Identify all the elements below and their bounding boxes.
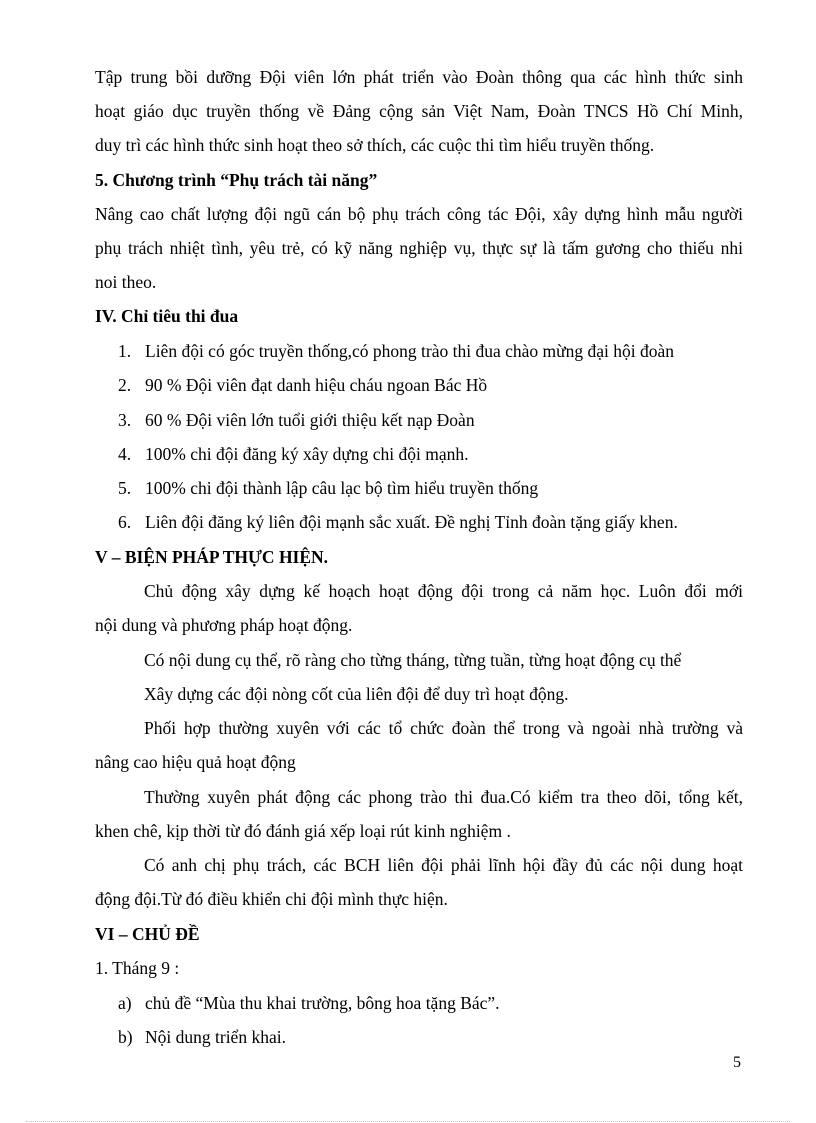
paragraph-line: nội dung và phương pháp hoạt động.	[95, 615, 353, 635]
paragraph-line: khen chê, kịp thời từ đó đánh giá xếp loại rút kinh nghiệm .	[95, 821, 511, 841]
paragraph-line: hoạt giáo dục truyền thống về Đảng cộng sản Việt Nam, Đoàn TNCS Hồ Chí Minh,	[95, 101, 743, 121]
paragraph-line: Xây dựng các đội nòng cốt của liên đội để duy trì hoạt động.	[144, 684, 569, 704]
list-text: 60 % Đội viên lớn tuổi giới thiệu kết nạp Đoàn	[145, 410, 475, 430]
list-text: Liên đội có góc truyền thống,có phong trào thi đua chào mừng đại hội đoàn	[145, 341, 675, 361]
paragraph-line: duy trì các hình thức sinh hoạt theo sở thích, các cuộc thi tìm hiểu truyền thống.	[95, 135, 655, 155]
paragraph-line: nâng cao hiệu quả hoạt động	[95, 752, 296, 772]
section-heading: VI – CHỦ ĐỀ	[95, 924, 200, 944]
list-number: 6.	[118, 512, 132, 532]
section-heading: 5. Chương trình “Phụ trách tài năng”	[95, 170, 378, 190]
list-number: 1.	[118, 341, 132, 361]
paragraph-line: Nâng cao chất lượng đội ngũ cán bộ phụ trách công tác Đội, xây dựng hình mẫu người	[95, 204, 743, 224]
paragraph-line: noi theo.	[95, 272, 157, 292]
month-heading: 1. Tháng 9 :	[95, 958, 180, 978]
list-letter: b)	[118, 1027, 133, 1047]
paragraph-line: Có anh chị phụ trách, các BCH liên đội phải lĩnh hội đầy đủ các nội dung hoạt	[144, 855, 743, 875]
paragraph-line: phụ trách nhiệt tình, yêu trẻ, có kỹ năng nghiệp vụ, thực sự là tấm gương cho thiếu nhi	[95, 238, 743, 258]
page-number: 5	[733, 1054, 741, 1071]
list-text: 90 % Đội viên đạt danh hiệu cháu ngoan Bác Hồ	[145, 375, 488, 395]
paragraph-line: Phối hợp thường xuyên với các tổ chức đoàn thể trong và ngoài nhà trường và	[144, 718, 743, 738]
page-divider	[26, 1121, 790, 1122]
paragraph-line: Chủ động xây dựng kế hoạch hoạt động đội trong cả năm học. Luôn đổi mới	[144, 581, 743, 601]
list-text: Liên đội đăng ký liên đội mạnh sắc xuất. Đề nghị Tỉnh đoàn tặng giấy khen.	[145, 512, 678, 532]
paragraph-line: động đội.Từ đó điều khiển chi đội mình thực hiện.	[95, 889, 448, 909]
paragraph-line: Tập trung bồi dưỡng Đội viên lớn phát triển vào Đoàn thông qua các hình thức sinh	[95, 67, 743, 87]
list-number: 2.	[118, 375, 132, 395]
paragraph-line: Thường xuyên phát động các phong trào thi đua.Có kiểm tra theo dõi, tổng kết,	[144, 787, 743, 807]
paragraph-line: Có nội dung cụ thể, rõ ràng cho từng tháng, từng tuần, từng hoạt động cụ thể	[144, 650, 682, 670]
list-text: 100% chi đội thành lập câu lạc bộ tìm hiểu truyền thống	[145, 478, 539, 498]
list-text: Nội dung triển khai.	[145, 1027, 286, 1047]
list-number: 3.	[118, 410, 132, 430]
list-text: 100% chi đội đăng ký xây dựng chi đội mạnh.	[145, 444, 469, 464]
list-letter: a)	[118, 993, 132, 1013]
list-number: 4.	[118, 444, 132, 464]
section-heading: IV. Chỉ tiêu thi đua	[95, 306, 239, 326]
list-number: 5.	[118, 478, 132, 498]
list-text: chủ đề “Mùa thu khai trường, bông hoa tặng Bác”.	[145, 993, 500, 1013]
section-heading: V – BIỆN PHÁP THỰC HIỆN.	[95, 547, 329, 567]
